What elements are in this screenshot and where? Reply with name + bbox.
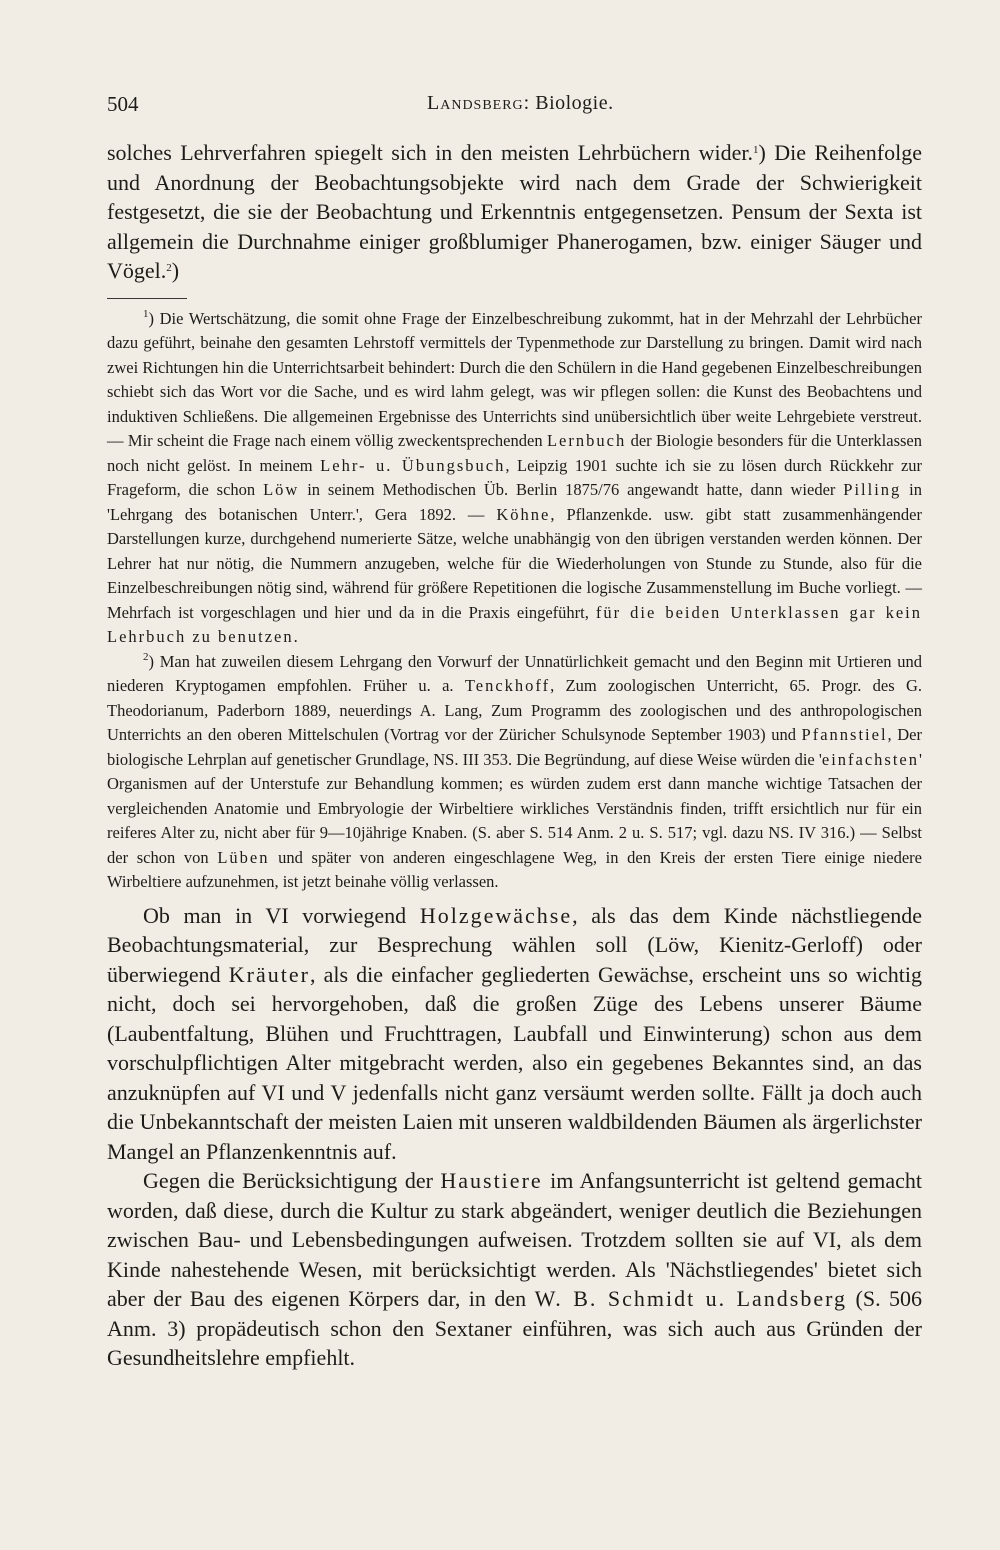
footnote-ref-1: 1: [753, 144, 759, 156]
paragraph-3: Gegen die Berücksichtigung der Haustiere im Anfangsunterricht ist geltend gemacht worden, daß diese, durch die Kultur zu stark abgeändert, weniger deutlich die Beziehungen zwischen Bau- und Lebensbedingungen aufweisen. Trotzdem sollten sie auf VI, als dem Kinde nahestehende Wesen, mit berücksichtigt werden. Als 'Nächstliegendes' bietet sich aber der Bau des eigenen Körpers dar, in den W. B. Schmidt u. Landsberg (S. 506 Anm. 3) propädeutisch schon den Sextaner einführen, was sich auch aus Gründen der Gesundheitslehre empfiehlt.: [107, 1168, 923, 1370]
page-header: [107, 92, 922, 122]
footnote-marker-2: 2: [143, 650, 149, 663]
footnote-marker-1: 1: [143, 307, 149, 320]
footnote-1: $^1$) Die Wertschätzung, die somit ohne Frage der Einzelbeschreibung zukommt, hat in der Mehrzahl der Lehrbücher dazu geführt, beinahe den gesamten Lehrstoff vermittels der Typenmethode zur Darstellung zu bringen. Damit wird nach zwei Richtungen hin die Unterrichtsarbeit behindert: Durch die den Schülern in die Hand gegebenen Einzelbeschreibungen schiebt sich das Wort vor die Sache, und es wird lahm gelegt, was wir pflegen sollen: die Kunst des Beobachtens und induktiven Schließens. Die allgemeinen Ergebnisse des Unterrichts sind unübersichtlich über weite Lehrgebiete verstreut. — Mir scheint die Frage nach einem völlig zweckentsprechenden Lernbuch der Biologie besonders für die Unterklassen noch nicht gelöst. In meinem Lehr- u. Übungsbuch, Leipzig 1901 suchte ich sie zu lösen durch Rückkehr zur Frageform, die schon Löw in seinem Methodischen Üb. Berlin 1875/76 angewandt hatte, dann wieder Pilling in 'Lehrgang des botanischen Unterr.', Gera 1892. — Köhne, Pflanzenkde. usw. gibt statt zusammenhängender Darstellungen kurze, durchgehend numerierte Sätze, welche unabhängig von den übrigen verstanden werden können. Der Lehrer hat nur nötig, die Nummern anzugeben, welche für die Wiederholungen von Stunde zu Stunde, also für die Einzelbeschreibungen nötig sind, während für größere Repetitionen die logische Zusammenstellung im Buche vorliegt. — Mehrfach ist vorgeschlagen und hier und da in die Praxis eingeführt, für die beiden Unterklassen gar kein Lehrbuch zu benutzen.: [107, 307, 923, 646]
running-head-author: Landsberg: [427, 92, 524, 114]
footnote-ref-2: 2: [166, 262, 172, 274]
page-body: [107, 138, 922, 1373]
running-head: [427, 92, 614, 115]
running-head-title: : Biologie.: [523, 92, 614, 114]
footnote-separator: [107, 298, 187, 299]
paragraph-2: Ob man in VI vorwiegend Holzgewächse, als das dem Kinde nächstliegende Beobachtungsmaterial, zur Besprechung wählen soll (Löw, Kienitz-Gerloff) oder überwiegend Kräuter, als die einfacher gegliederten Gewächse, erscheint uns so wichtig nicht, doch sei hervorgehoben, daß die großen Züge des Lebens unserer Bäume (Laubentfaltung, Blühen und Fruchttragen, Laubfall und Einwinterung) schon aus dem vorschulpflichtigen Alter mitgebracht werden, also ein gegebenes Bekanntes sind, an das anzuknüpfen auf VI und V jedenfalls nicht ganz versäumt werden sollte. Fällt ja doch auch die Unbekanntschaft der meisten Laien mit unseren waldbildenden Bäumen als ärgerlichster Mangel an Pflanzenkenntnis auf.: [107, 902, 923, 1164]
paragraph-1: solches Lehrverfahren spiegelt sich in den meisten Lehrbüchern wider.$^1$) Die Reihenfolge und Anordnung der Beobachtungsobjekte wird nach dem Grade der Schwierigkeit festgesetzt, die sie der Beobachtung und Erkenntnis entgegensetzen. Pensum der Sexta ist allgemein die Durchnahme einiger großblumiger Phanerogamen, bzw. einiger Säuger und Vögel.$^2$): [107, 140, 923, 283]
footnote-2: $^2$) Man hat zuweilen diesem Lehrgang den Vorwurf der Unnatürlichkeit gemacht und den Beginn mit Urtieren und niederen Kryptogamen empfohlen. Früher u. a. Tenckhoff, Zum zoologischen Unterricht, 65. Progr. des G. Theodorianum, Paderborn 1889, neuerdings A. Lang, Zum Programm des zoologischen und des anthropologischen Unterrichts an den oberen Mittelschulen (Vortrag vor der Züricher Schulsynode September 1903) und Pfannstiel, Der biologische Lehrplan auf genetischer Grundlage, NS. III 353. Die Begründung, auf diese Weise würden die 'einfachsten' Organismen auf der Unterstufe zur Behandlung kommen; es würden zudem erst dann manche wichtige Tatsachen der vergleichenden Anatomie und Embryologie der Wirbeltiere wirkliches Verständnis finden, trifft ersichtlich nur für ein reiferes Alter zu, nicht aber für 9—10jährige Knaben. (S. aber S. 514 Anm. 2 u. S. 517; vgl. dazu NS. IV 316.) — Selbst der schon von Lüben und später von anderen eingeschlagene Weg, in den Kreis der ersten Tiere einige niedere Wirbeltiere aufzunehmen, ist jetzt beinahe völlig verlassen.: [107, 650, 922, 891]
page-number: 504: [107, 92, 139, 116]
